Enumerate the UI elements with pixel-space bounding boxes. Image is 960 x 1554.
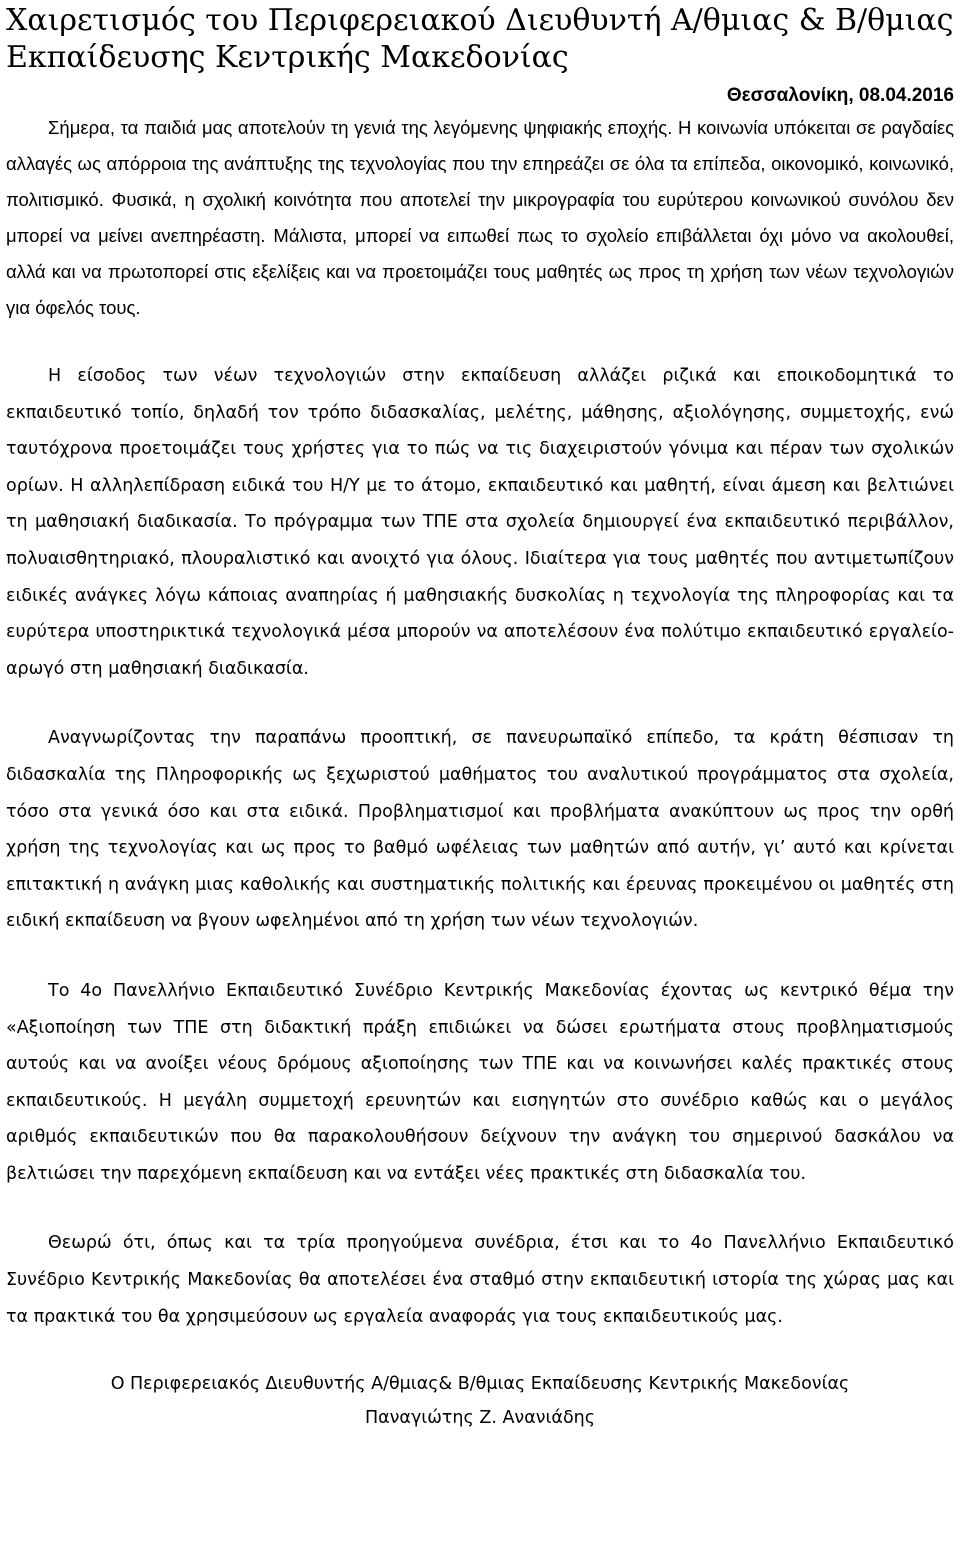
paragraph-intro: Σήμερα, τα παιδιά μας αποτελούν τη γενιά της λεγόμενης ψηφιακής εποχής. Η κοινωνία υπόκειται σε ραγδαίες αλλαγές ως απόρροια της ανάπτυξης της τεχνολογίας που την επηρεάζει σε όλα τα επίπεδα, οικονομικό, κοινωνικό, πολιτισμικό. Φυσικά, η σχολική κοινότητα που αποτελεί την μικρογραφία του ευρύτερου κοινωνικού συνόλου δεν μπορεί να μείνει ανεπηρέαστη. Μάλιστα, μπορεί να ειπωθεί πως το σχολείο επιβάλλεται όχι μόνο να ακολουθεί, αλλά και να πρωτοπορεί στις εξελίξεις και να προετοιμάζει τους μαθητές ως προς τη χρήση των νέων τεχνολογιών για όφελός τους. (6, 117, 954, 318)
paragraph-informatics: Αναγνωρίζοντας την παραπάνω προοπτική, σε πανευρωπαϊκό επίπεδο, τα κράτη θέσπισαν τη διδασκαλία της Πληροφορικής ως ξεχωριστού μαθήματος του αναλυτικού προγράμματος στα σχολεία, τόσο στα γενικά όσο και στα ειδικά. Προβληματισμοί και προβλήματα ανακύπτουν ως προς την ορθή χρήση της τεχνολογίας και ως προς το βαθμό ωφέλειας των μαθητών από αυτήν, γι’ αυτό και κρίνεται επιτακτική η ανάγκη μιας καθολικής και συστηματικής πολιτικής και έρευνας προκειμένου οι μαθητές στη ειδική εκπαίδευση να βγουν ωφελημένοι από τη χρήση των νέων τεχνολογιών. (6, 728, 954, 932)
document-page (6, 0, 954, 1435)
paragraph-closing: Θεωρώ ότι, όπως και τα τρία προηγούμενα συνέδρια, έτσι και το 4ο Πανελλήνιο Εκπαιδευτικό Συνέδριο Κεντρικής Μακεδονίας θα αποτελέσει ένα σταθμό στην εκπαιδευτική ιστορία της χώρας μας και τα πρακτικά του θα χρησιμεύσουν ως εργαλεία αναφοράς για τους εκπαιδευτικούς μας. (6, 1233, 954, 1327)
paragraph-new-technologies: Η είσοδος των νέων τεχνολογιών στην εκπαίδευση αλλάζει ριζικά και εποικοδομητικά το εκπαιδευτικό τοπίο, δηλαδή τον τρόπο διδασκαλίας, μελέτης, μάθησης, αξιολόγησης, συμμετοχής, ενώ ταυτόχρονα προετοιμάζει τους χρήστες για το πώς να τις διαχειριστούν γόνιμα και πέραν των σχολικών ορίων. Η αλληλεπίδραση ειδικά του Η/Υ με το άτομο, εκπαιδευτικό και μαθητή, είναι άμεση και βελτιώνει τη μαθησιακή διαδικασία. Το πρόγραμμα των ΤΠΕ στα σχολεία δημιουργεί ένα εκπαιδευτικό περιβάλλον, πολυαισθητηριακό, πλουραλιστικό και ανοιχτό για όλους. Ιδιαίτερα για τους μαθητές που αντιμετωπίζουν ειδικές ανάγκες λόγω κάποιας αναπηρίας ή μαθησιακής δυσκολίας η τεχνολογία της πληροφορίας και τα ευρύτερα υποστηρικτικά τεχνολογικά μέσα μπορούν να αποτελέσουν ένα πολύτιμο εκπαιδευτικό εργαλείο-αρωγό στη μαθησιακή διαδικασία. (6, 366, 954, 679)
signature-role: Ο Περιφερειακός Διευθυντής Α/θμιας& Β/θμιας Εκπαίδευσης Κεντρικής Μακεδονίας (110, 1374, 850, 1395)
document-title: Χαιρετισμός του Περιφερειακού Διευθυντή Α/θμιας & Β/θμιας Εκπαίδευσης Κεντρικής Μακεδονίας (6, 3, 954, 75)
paragraph-conference: Το 4ο Πανελλήνιο Εκπαιδευτικό Συνέδριο Κεντρικής Μακεδονίας έχοντας ως κεντρικό θέμα την «Αξιοποίηση των ΤΠΕ στη διδακτική πράξη επιδιώκει να δώσει ερωτήματα στους προβληματισμούς αυτούς και να ανοίξει νέους δρόμους αξιοποίησης των ΤΠΕ και να κοινωνήσει καλές πρακτικές στους εκπαιδευτικούς. Η μεγάλη συμμετοχή ερευνητών και εισηγητών στο συνέδριο καθώς και ο μεγάλος αριθμός εκπαιδευτικών που θα παρακολουθήσουν δείχνουν την ανάγκη του σημερινού δασκάλου να βελτιώσει την παρεχόμενη εκπαίδευση και να εντάξει νέες πρακτικές στη διδασκαλία του. (6, 980, 954, 1184)
signature-block (6, 1367, 954, 1435)
signature-name: Παναγιώτης Ζ. Ανανιάδης (364, 1408, 596, 1429)
document-date: Θεσσαλονίκη, 08.04.2016 (726, 85, 954, 106)
